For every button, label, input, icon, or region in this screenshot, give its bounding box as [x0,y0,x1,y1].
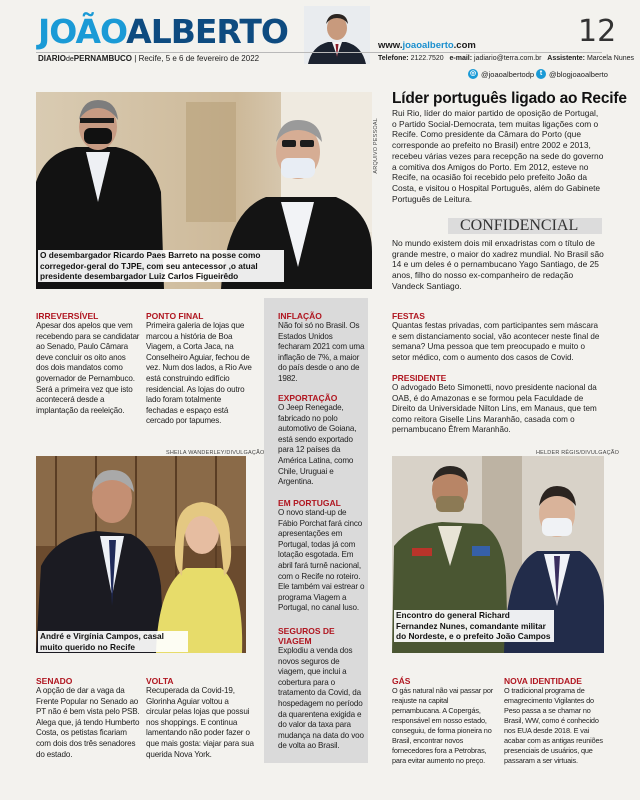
columnist-portrait [304,6,370,64]
kicker: INFLAÇÃO [278,311,322,321]
kicker: FESTAS [392,311,425,321]
item-seguros [278,626,366,752]
item-body: O tradicional programa de emagrecimento Vigilantes do Peso passa a se chamar no Brasil, WW, como é conhecido nos EUA desde 2018. E vai acabar com as antigas reuniões presenciais de usuários, que passaram a ser virtuais. [504,686,603,765]
twitter-icon: t [536,69,546,79]
kicker: SENADO [36,676,73,686]
item-nova-identidade [504,676,606,766]
item-body: Primeira galeria de lojas que marcou a história de Boa Viagem, a Corta Jaca, na Conselheiro Aguiar, fechou de vez. Num dos lados, a Rio Ave está construindo edifício residencial. As lojas do outro lado foram totalmente fechadas e espaço está cercado por tapumes. [146,321,252,426]
instagram-handle[interactable]: ◎ @joaoalbertodp [469,69,535,79]
item-body: O novo stand-up de Fábio Porchat fará cinco apresentações em Portugal, todas já com lotação esgotada. Em abril fará turnê nacional, com o Recife no roteiro. Ele também vai estrear o programa Viagem a Portugal, no canal luso. [278,508,365,613]
header-dateline: DIARIOdePERNAMBUCO | Recife, 5 e 6 de fevereiro de 2022 [38,54,260,63]
item-presidente [392,373,604,436]
photo-couple [36,456,246,653]
item-body: Quantas festas privadas, com participantes sem máscara e sem distanciamento social, vão acontecer neste final de semana? Uma pessoa que tem preocupado e muito o setor médico, com o aumento dos casos de Covid. [392,321,600,362]
photo-caption: André e Virgínia Campos, casal muito querido no Recife [38,631,188,652]
photo-credit: HELDER RÊGIS/DIVULGAÇÃO [536,450,620,456]
website-link[interactable]: www.joaoalberto.com [378,40,476,51]
lead-headline: Líder português ligado ao Recife [392,90,627,107]
item-body: Apesar dos apelos que vem recebendo para se candidatar ao Senado, Paulo Câmara deve concluir os oito anos dos dois mandatos como governador de Pernambuco. Será a primeira vez que isto acontecerá desde a implantação da reeleição. [36,321,140,415]
photo-caption: Encontro do general Richard Fernandez Nunes, comandante militar do Nordeste, e o prefeito João Campos [394,610,554,642]
kicker: GÁS [392,676,411,686]
item-irreversivel [36,311,140,416]
item-body: Explodiu a venda dos novos seguros de viagem, que inclui a cobertura para o tratamento da Covid, da hospedagem no período da quarentena exigida e do valor da taxa para mudança na data do voo de volta ao Brasil. [278,646,364,751]
item-body: O advogado Beto Simonetti, novo presidente nacional da OAB, é do Amazonas e se formou pela Faculdade de Direito da Universidade Nilton Lins, em Manaus, que tem como reitora Giselle Lins Maranhão, casada com o pernambucano Êfrem Maranhão. [392,383,597,435]
header-divider [36,52,602,53]
item-exportacao [278,393,366,488]
item-body: Recuperada da Covid-19, Glorinha Aguiar voltou a circular pelas lojas que possui nos shoppings. E continua lamentando não poder fazer o que mais gosta: viajar para sua querida Nova York. [146,686,254,759]
kicker: SEGUROS DE VIAGEM [278,626,335,646]
instagram-icon: ◎ [469,70,477,77]
photo-caption: O desembargador Ricardo Paes Barreto na posse como corregedor-geral do TJPE, com seu antecessor ,o atual presidente desembargador Luiz Carlos Figueirêdo [38,250,284,282]
item-gas [392,676,496,766]
item-ponto-final [146,311,254,427]
confidencial-title: CONFIDENCIAL [460,217,579,234]
kicker: VOLTA [146,676,174,686]
kicker: IRREVERSÍVEL [36,311,99,321]
item-festas [392,311,604,363]
item-body: A opção de dar a vaga da Frente Popular no Senado ao PT não é bem vista pelo PSB. Alega que, já tendo Humberto Costa, os petistas ficariam com dois dos três senadores do estado. [36,686,140,759]
kicker: NOVA IDENTIDADE [504,676,582,686]
confidencial-body: No mundo existem dois mil enxadristas com o título de grande mestre, o maior do xadrez mundial. No Brasil são 14 e um deles é o pernambucano Yago Santiago, de 25 anos, filho do nosso ex-companheiro de redação Vandeck Santiago. [392,238,604,291]
twitter-handle[interactable]: t @blogjoaoalberto [536,69,608,79]
kicker: PRESIDENTE [392,373,447,383]
item-body: O gás natural não vai passar por reajuste na capital pernambucana. A Copergás, responsável em nosso estado, conseguiu, de forma pioneira no Brasil, encontrar novos fornecedores fora a Petrobras, para evitar aumento no preço. [392,686,494,765]
item-volta [146,676,254,760]
item-body: O Jeep Renegade, fabricado no polo automotivo de Goiana, está sendo exportado para 12 países da América Latina, como Chile, Uruguai e Argentina. [278,403,357,487]
page-number: 12 [578,14,617,49]
item-em-portugal [278,498,366,614]
photo-credit: ARQUIVO PESSOAL [373,118,379,174]
item-senado [36,676,140,760]
photo-credit: SHEILA WANDERLEY/DIVULGAÇÃO [166,450,265,456]
kicker: EXPORTAÇÃO [278,393,338,403]
column-logo: JOÃOALBERTO [38,12,288,51]
header-contacts: Telefone: 2122.7520 e-mail: jadiario@terra.com.br Assistente: Marcela Nunes [378,55,635,62]
kicker: PONTO FINAL [146,311,204,321]
lead-body: Rui Rio, líder do maior partido de oposição de Portugal, o Partido Social-Democrata, tem muitas ligações com o Recife. Como presidente da Câmara do Porto (que corresponde ao prefeito no Brasil) entre 2002 e 2013, recebeu várias vezes para recepção na sede do governo a comitiva dos Amigos do Porto. Em 2012, esteve no Recife, na ocasião foi recebido pelo prefeito João da Costa, e visitou o Hospital Português, além do Gabinete Português de Leitura. [392,108,604,204]
item-body: Não foi só no Brasil. Os Estados Unidos fecharam 2021 com uma inflação de 7%, a maior do país desde o ano de 1982. [278,321,365,383]
kicker: EM PORTUGAL [278,498,341,508]
item-inflacao [278,311,366,385]
